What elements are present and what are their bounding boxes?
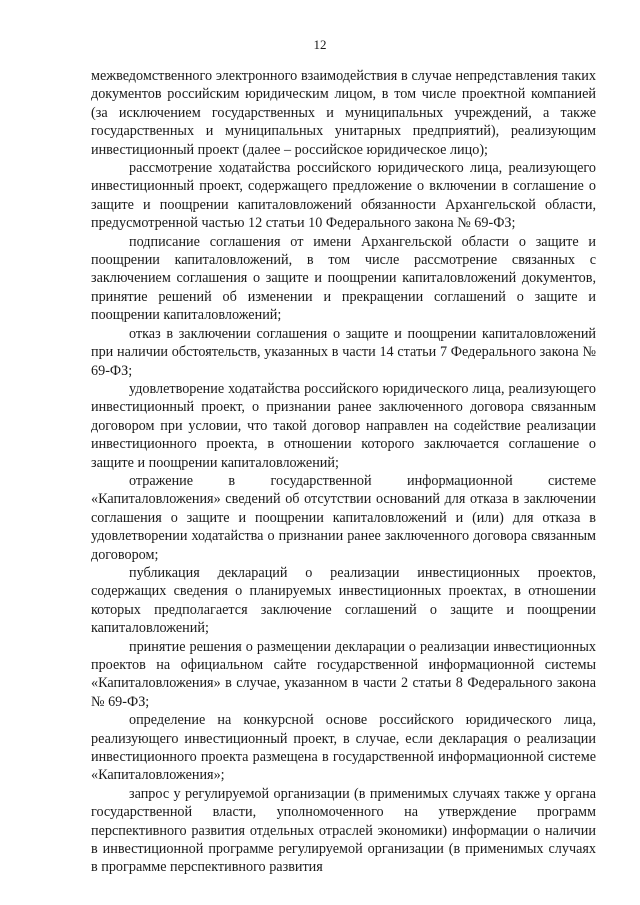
paragraph: определение на конкурсной основе российского юридического лица, реализующего инвестиционный проект, в случае, если декларация о реализации инвестиционного проекта размещена в государственной информационной системе «Капиталовложения»; bbox=[91, 712, 596, 784]
paragraph: отказ в заключении соглашения о защите и поощрении капиталовложений при наличии обстоятельств, указанных в части 14 статьи 7 Федерального закона № 69-ФЗ; bbox=[91, 325, 596, 379]
paragraph: рассмотрение ходатайства российского юридического лица, реализующего инвестиционный проект, содержащего предложение о включении в соглашение о защите и поощрении капиталовложений обязанности Архангельской области, предусмотренной частью 12 статьи 10 Федерального закона № 69-ФЗ; bbox=[91, 160, 596, 232]
document-body bbox=[91, 67, 596, 877]
paragraph: принятие решения о размещении декларации о реализации инвестиционных проектов на официальном сайте государственной информационной системы «Капиталовложения» в случае, указанном в части 2 статьи 8 Федерального закона № 69-ФЗ; bbox=[91, 638, 596, 710]
paragraph: удовлетворение ходатайства российского юридического лица, реализующего инвестиционный проект, о признании ранее заключенного договора связанным договором при условии, что такой договор направлен на содействие реализации инвестиционного проекта, в отношении которого заключается соглашение о защите и поощрении капиталовложений; bbox=[91, 380, 596, 471]
paragraph: подписание соглашения от имени Архангельской области о защите и поощрении капиталовложений, в том числе рассмотрение связанных с заключением соглашения о защите и поощрении капиталовложений документов, принятие решений об изменении и прекращении соглашений о защите и поощрении капиталовложений; bbox=[91, 233, 596, 324]
paragraph: запрос у регулируемой организации (в применимых случаях также у органа государственной власти, уполномоченного на утверждение программ перспективного развития отдельных отраслей экономики) информации о наличии в инвестиционной программе регулируемой организации (в применимых случаях в программе перспективного развития bbox=[91, 785, 596, 876]
page-number: 12 bbox=[313, 37, 327, 52]
paragraph-continuation: межведомственного электронного взаимодействия в случае непредставления таких документов российским юридическим лицом, в том числе проектной компанией (за исключением государственных и муниципальных учреждений, а также государственных и муниципальных унитарных предприятий), реализующим инвестиционный проект (далее – российское юридическое лицо); bbox=[91, 68, 596, 158]
paragraph: публикация деклараций о реализации инвестиционных проектов, содержащих сведения о планируемых инвестиционных проектах, в отношении которых предполагается заключение соглашений о защите и поощрении капиталовложений; bbox=[91, 564, 596, 637]
paragraph: отражение в государственной информационной системе «Капиталовложения» сведений об отсутствии оснований для отказа в заключении соглашения о защите и поощрении капиталовложений и (или) для отказа в удовлетворении ходатайства о признании ранее заключенного договора связанным договором; bbox=[91, 472, 596, 563]
